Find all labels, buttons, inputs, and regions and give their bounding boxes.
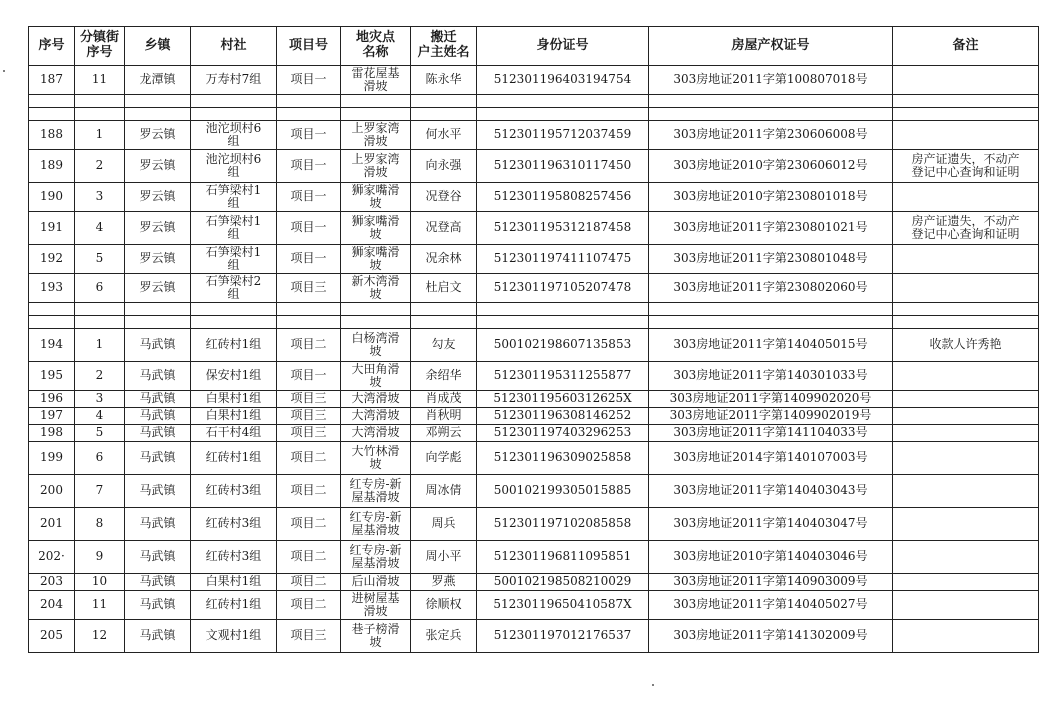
row-village: 红砖村3组 bbox=[191, 541, 277, 574]
row-sub-seq: 9 bbox=[75, 541, 125, 574]
row-householder: 余绍华 bbox=[411, 362, 477, 391]
row-project: 项目一 bbox=[277, 245, 341, 274]
row-site: 红专房-新 屋基滑坡 bbox=[341, 541, 411, 574]
row-village: 红砖村1组 bbox=[191, 591, 277, 620]
scan-speck bbox=[652, 684, 654, 686]
row-town: 马武镇 bbox=[125, 591, 191, 620]
row-site: 白杨湾滑 坡 bbox=[341, 329, 411, 362]
row-remarks: 收款人许秀艳 bbox=[893, 329, 1039, 362]
row-seq: 190 bbox=[29, 183, 75, 212]
row-property-cert: 303房地证2011字第140903009号 bbox=[649, 574, 893, 591]
row-seq: 197 bbox=[29, 408, 75, 425]
row-id-number: 512301195712037459 bbox=[477, 121, 649, 150]
document-sheet bbox=[28, 26, 1038, 653]
row-property-cert: 303房地证2011字第230606008号 bbox=[649, 121, 893, 150]
row-sub-seq: 8 bbox=[75, 508, 125, 541]
row-town: 罗云镇 bbox=[125, 274, 191, 303]
row-remarks bbox=[893, 121, 1039, 150]
blank-cell bbox=[411, 108, 477, 121]
blank-cell bbox=[649, 108, 893, 121]
row-village: 红砖村3组 bbox=[191, 508, 277, 541]
blank-cell bbox=[893, 303, 1039, 316]
blank-cell bbox=[893, 95, 1039, 108]
row-remarks bbox=[893, 408, 1039, 425]
row-sub-seq: 12 bbox=[75, 620, 125, 653]
blank-cell bbox=[75, 316, 125, 329]
row-site: 狮家嘴滑 坡 bbox=[341, 183, 411, 212]
row-property-cert: 303房地证2011字第230802060号 bbox=[649, 274, 893, 303]
row-property-cert: 303房地证2010字第230606012号 bbox=[649, 150, 893, 183]
col-header-remarks: 备注 bbox=[893, 27, 1039, 66]
row-id-number: 512301196310117450 bbox=[477, 150, 649, 183]
row-remarks bbox=[893, 574, 1039, 591]
row-village: 红砖村3组 bbox=[191, 475, 277, 508]
col-header-town: 乡镇 bbox=[125, 27, 191, 66]
row-town: 马武镇 bbox=[125, 574, 191, 591]
row-town: 马武镇 bbox=[125, 391, 191, 408]
row-householder: 向永强 bbox=[411, 150, 477, 183]
row-property-cert: 303房地证2011字第1409902020号 bbox=[649, 391, 893, 408]
blank-cell bbox=[341, 316, 411, 329]
row-project: 项目二 bbox=[277, 574, 341, 591]
header-row bbox=[29, 27, 1039, 66]
row-site: 上罗家湾 滑坡 bbox=[341, 121, 411, 150]
row-householder: 况余林 bbox=[411, 245, 477, 274]
row-sub-seq: 10 bbox=[75, 574, 125, 591]
row-project: 项目二 bbox=[277, 508, 341, 541]
row-project: 项目二 bbox=[277, 329, 341, 362]
blank-cell bbox=[649, 95, 893, 108]
blank-row bbox=[29, 316, 1039, 329]
row-town: 马武镇 bbox=[125, 475, 191, 508]
table-row bbox=[29, 620, 1039, 653]
row-householder: 向学彪 bbox=[411, 442, 477, 475]
row-village: 红砖村1组 bbox=[191, 329, 277, 362]
blank-cell bbox=[191, 95, 277, 108]
row-seq: 203 bbox=[29, 574, 75, 591]
row-remarks: 房产证遗失，不动产 登记中心查询和证明 bbox=[893, 212, 1039, 245]
row-town: 罗云镇 bbox=[125, 245, 191, 274]
row-village: 白果村1组 bbox=[191, 408, 277, 425]
blank-cell bbox=[411, 95, 477, 108]
blank-row bbox=[29, 108, 1039, 121]
row-project: 项目一 bbox=[277, 212, 341, 245]
row-householder: 况登高 bbox=[411, 212, 477, 245]
table-row bbox=[29, 408, 1039, 425]
table-row bbox=[29, 245, 1039, 274]
row-remarks bbox=[893, 541, 1039, 574]
row-householder: 况登谷 bbox=[411, 183, 477, 212]
row-site: 上罗家湾 滑坡 bbox=[341, 150, 411, 183]
table-row bbox=[29, 425, 1039, 442]
row-property-cert: 303房地证2011字第1409902019号 bbox=[649, 408, 893, 425]
blank-cell bbox=[649, 316, 893, 329]
col-header-householder bbox=[411, 27, 477, 66]
table-row bbox=[29, 442, 1039, 475]
row-property-cert: 303房地证2011字第140405027号 bbox=[649, 591, 893, 620]
row-seq: 193 bbox=[29, 274, 75, 303]
row-property-cert: 303房地证2011字第100807018号 bbox=[649, 66, 893, 95]
row-site: 大湾滑坡 bbox=[341, 408, 411, 425]
row-seq: 195 bbox=[29, 362, 75, 391]
table-row bbox=[29, 591, 1039, 620]
row-project: 项目三 bbox=[277, 274, 341, 303]
blank-cell bbox=[649, 303, 893, 316]
row-householder: 肖秋明 bbox=[411, 408, 477, 425]
row-sub-seq: 5 bbox=[75, 245, 125, 274]
blank-cell bbox=[75, 303, 125, 316]
row-village: 石笋梁村1 组 bbox=[191, 245, 277, 274]
blank-cell bbox=[277, 303, 341, 316]
row-id-number: 512301195808257456 bbox=[477, 183, 649, 212]
blank-cell bbox=[477, 303, 649, 316]
row-sub-seq: 3 bbox=[75, 183, 125, 212]
blank-cell bbox=[477, 316, 649, 329]
col-header-sub-seq-label: 分镇街 序号 bbox=[79, 30, 119, 60]
table-row bbox=[29, 66, 1039, 95]
row-property-cert: 303房地证2011字第140403047号 bbox=[649, 508, 893, 541]
row-town: 马武镇 bbox=[125, 620, 191, 653]
row-sub-seq: 6 bbox=[75, 274, 125, 303]
table-row bbox=[29, 274, 1039, 303]
table-row bbox=[29, 574, 1039, 591]
row-town: 罗云镇 bbox=[125, 150, 191, 183]
blank-cell bbox=[125, 303, 191, 316]
blank-cell bbox=[191, 316, 277, 329]
row-site: 巷子榜滑 坡 bbox=[341, 620, 411, 653]
row-householder: 周兵 bbox=[411, 508, 477, 541]
table-row bbox=[29, 541, 1039, 574]
row-householder: 邓朔云 bbox=[411, 425, 477, 442]
row-remarks bbox=[893, 475, 1039, 508]
blank-cell bbox=[191, 303, 277, 316]
row-remarks bbox=[893, 508, 1039, 541]
row-id-number: 500102198607135853 bbox=[477, 329, 649, 362]
blank-cell bbox=[125, 95, 191, 108]
row-householder: 周小平 bbox=[411, 541, 477, 574]
row-sub-seq: 1 bbox=[75, 121, 125, 150]
table-row bbox=[29, 183, 1039, 212]
row-project: 项目一 bbox=[277, 121, 341, 150]
row-property-cert: 303房地证2011字第230801048号 bbox=[649, 245, 893, 274]
row-id-number: 500102198508210029 bbox=[477, 574, 649, 591]
scan-speck bbox=[3, 70, 5, 72]
row-seq: 187 bbox=[29, 66, 75, 95]
row-site: 大湾滑坡 bbox=[341, 425, 411, 442]
row-sub-seq: 7 bbox=[75, 475, 125, 508]
table-row bbox=[29, 329, 1039, 362]
table-row bbox=[29, 212, 1039, 245]
row-sub-seq: 11 bbox=[75, 591, 125, 620]
row-seq: 198 bbox=[29, 425, 75, 442]
row-project: 项目二 bbox=[277, 591, 341, 620]
row-town: 马武镇 bbox=[125, 329, 191, 362]
row-householder: 徐顺权 bbox=[411, 591, 477, 620]
blank-cell bbox=[341, 303, 411, 316]
col-header-site bbox=[341, 27, 411, 66]
blank-cell bbox=[125, 316, 191, 329]
table-row bbox=[29, 508, 1039, 541]
row-seq: 199 bbox=[29, 442, 75, 475]
blank-cell bbox=[29, 108, 75, 121]
blank-cell bbox=[125, 108, 191, 121]
row-property-cert: 303房地证2011字第141104033号 bbox=[649, 425, 893, 442]
row-site: 新木湾滑 坡 bbox=[341, 274, 411, 303]
blank-cell bbox=[191, 108, 277, 121]
row-project: 项目二 bbox=[277, 541, 341, 574]
row-town: 龙潭镇 bbox=[125, 66, 191, 95]
blank-cell bbox=[29, 316, 75, 329]
row-village: 池沱坝村6 组 bbox=[191, 150, 277, 183]
blank-cell bbox=[277, 108, 341, 121]
row-id-number: 512301196403194754 bbox=[477, 66, 649, 95]
blank-cell bbox=[893, 108, 1039, 121]
row-id-number: 51230119650410587X bbox=[477, 591, 649, 620]
row-sub-seq: 2 bbox=[75, 362, 125, 391]
row-sub-seq: 1 bbox=[75, 329, 125, 362]
row-property-cert: 303房地证2014字第140107003号 bbox=[649, 442, 893, 475]
row-property-cert: 303房地证2011字第140301033号 bbox=[649, 362, 893, 391]
row-id-number: 512301197105207478 bbox=[477, 274, 649, 303]
table-row bbox=[29, 150, 1039, 183]
blank-cell bbox=[277, 95, 341, 108]
row-project: 项目一 bbox=[277, 183, 341, 212]
row-site: 狮家嘴滑 坡 bbox=[341, 212, 411, 245]
row-property-cert: 303房地证2010字第140403046号 bbox=[649, 541, 893, 574]
row-householder: 陈永华 bbox=[411, 66, 477, 95]
row-remarks bbox=[893, 245, 1039, 274]
row-village: 白果村1组 bbox=[191, 391, 277, 408]
row-village: 红砖村1组 bbox=[191, 442, 277, 475]
row-id-number: 512301197012176537 bbox=[477, 620, 649, 653]
row-village: 石笋梁村1 组 bbox=[191, 183, 277, 212]
row-property-cert: 303房地证2011字第141302009号 bbox=[649, 620, 893, 653]
row-town: 马武镇 bbox=[125, 541, 191, 574]
row-project: 项目三 bbox=[277, 425, 341, 442]
blank-cell bbox=[75, 95, 125, 108]
row-sub-seq: 3 bbox=[75, 391, 125, 408]
row-householder: 罗燕 bbox=[411, 574, 477, 591]
col-header-village: 村社 bbox=[191, 27, 277, 66]
row-town: 马武镇 bbox=[125, 442, 191, 475]
blank-row bbox=[29, 303, 1039, 316]
row-seq: 189 bbox=[29, 150, 75, 183]
table-row bbox=[29, 362, 1039, 391]
row-seq: 191 bbox=[29, 212, 75, 245]
blank-cell bbox=[477, 108, 649, 121]
row-seq: 202· bbox=[29, 541, 75, 574]
row-village: 石笋梁村2 组 bbox=[191, 274, 277, 303]
row-site: 狮家嘴滑 坡 bbox=[341, 245, 411, 274]
blank-cell bbox=[75, 108, 125, 121]
row-id-number: 51230119560312625X bbox=[477, 391, 649, 408]
blank-cell bbox=[29, 95, 75, 108]
row-id-number: 512301197403296253 bbox=[477, 425, 649, 442]
row-village: 白果村1组 bbox=[191, 574, 277, 591]
row-property-cert: 303房地证2010字第230801018号 bbox=[649, 183, 893, 212]
row-id-number: 500102199305015885 bbox=[477, 475, 649, 508]
row-site: 大田角滑 坡 bbox=[341, 362, 411, 391]
row-id-number: 512301197102085858 bbox=[477, 508, 649, 541]
row-householder: 勾友 bbox=[411, 329, 477, 362]
row-site: 进树屋基 滑坡 bbox=[341, 591, 411, 620]
col-header-project: 项目号 bbox=[277, 27, 341, 66]
row-project: 项目一 bbox=[277, 362, 341, 391]
row-householder: 何水平 bbox=[411, 121, 477, 150]
blank-cell bbox=[411, 303, 477, 316]
row-seq: 188 bbox=[29, 121, 75, 150]
blank-cell bbox=[29, 303, 75, 316]
row-town: 罗云镇 bbox=[125, 212, 191, 245]
row-site: 大湾滑坡 bbox=[341, 391, 411, 408]
row-seq: 196 bbox=[29, 391, 75, 408]
row-id-number: 512301197411107475 bbox=[477, 245, 649, 274]
relocation-register-table bbox=[28, 26, 1039, 653]
row-site: 雷花屋基 滑坡 bbox=[341, 66, 411, 95]
table-body bbox=[29, 66, 1039, 653]
row-id-number: 512301196811095851 bbox=[477, 541, 649, 574]
col-header-id-number: 身份证号 bbox=[477, 27, 649, 66]
row-town: 马武镇 bbox=[125, 425, 191, 442]
blank-cell bbox=[341, 108, 411, 121]
row-village: 石笋梁村1 组 bbox=[191, 212, 277, 245]
row-householder: 周冰倩 bbox=[411, 475, 477, 508]
row-remarks bbox=[893, 66, 1039, 95]
table-row bbox=[29, 475, 1039, 508]
row-property-cert: 303房地证2011字第140405015号 bbox=[649, 329, 893, 362]
row-id-number: 512301195311255877 bbox=[477, 362, 649, 391]
row-project: 项目一 bbox=[277, 150, 341, 183]
row-project: 项目二 bbox=[277, 442, 341, 475]
blank-cell bbox=[893, 316, 1039, 329]
row-householder: 肖成茂 bbox=[411, 391, 477, 408]
row-id-number: 512301196308146252 bbox=[477, 408, 649, 425]
table-row bbox=[29, 391, 1039, 408]
blank-cell bbox=[341, 95, 411, 108]
row-site: 红专房-新 屋基滑坡 bbox=[341, 508, 411, 541]
row-village: 万寿村7组 bbox=[191, 66, 277, 95]
row-site: 后山滑坡 bbox=[341, 574, 411, 591]
row-remarks bbox=[893, 442, 1039, 475]
row-householder: 杜启文 bbox=[411, 274, 477, 303]
row-town: 马武镇 bbox=[125, 362, 191, 391]
row-site: 红专房-新 屋基滑坡 bbox=[341, 475, 411, 508]
row-sub-seq: 6 bbox=[75, 442, 125, 475]
row-site: 大竹林滑 坡 bbox=[341, 442, 411, 475]
row-property-cert: 303房地证2011字第140403043号 bbox=[649, 475, 893, 508]
row-village: 保安村1组 bbox=[191, 362, 277, 391]
col-header-sub-seq bbox=[75, 27, 125, 66]
row-remarks bbox=[893, 183, 1039, 212]
row-sub-seq: 4 bbox=[75, 212, 125, 245]
col-header-householder-label: 搬迁 户主姓名 bbox=[417, 30, 470, 60]
row-remarks: 房产证遗失，不动产 登记中心查询和证明 bbox=[893, 150, 1039, 183]
row-seq: 201 bbox=[29, 508, 75, 541]
row-project: 项目三 bbox=[277, 391, 341, 408]
row-sub-seq: 4 bbox=[75, 408, 125, 425]
table-row bbox=[29, 121, 1039, 150]
blank-cell bbox=[411, 316, 477, 329]
blank-cell bbox=[277, 316, 341, 329]
row-householder: 张定兵 bbox=[411, 620, 477, 653]
row-remarks bbox=[893, 425, 1039, 442]
row-town: 马武镇 bbox=[125, 408, 191, 425]
row-sub-seq: 11 bbox=[75, 66, 125, 95]
row-seq: 194 bbox=[29, 329, 75, 362]
row-town: 马武镇 bbox=[125, 508, 191, 541]
col-header-seq: 序号 bbox=[29, 27, 75, 66]
blank-cell bbox=[477, 95, 649, 108]
row-town: 罗云镇 bbox=[125, 183, 191, 212]
row-seq: 204 bbox=[29, 591, 75, 620]
row-remarks bbox=[893, 591, 1039, 620]
row-id-number: 512301195312187458 bbox=[477, 212, 649, 245]
row-village: 文观村1组 bbox=[191, 620, 277, 653]
col-header-property-cert: 房屋产权证号 bbox=[649, 27, 893, 66]
row-remarks bbox=[893, 620, 1039, 653]
row-id-number: 512301196309025858 bbox=[477, 442, 649, 475]
row-remarks bbox=[893, 391, 1039, 408]
row-project: 项目二 bbox=[277, 475, 341, 508]
row-sub-seq: 2 bbox=[75, 150, 125, 183]
row-project: 项目三 bbox=[277, 408, 341, 425]
row-project: 项目三 bbox=[277, 620, 341, 653]
row-town: 罗云镇 bbox=[125, 121, 191, 150]
row-project: 项目一 bbox=[277, 66, 341, 95]
row-village: 池沱坝村6 组 bbox=[191, 121, 277, 150]
col-header-site-label: 地灾点 名称 bbox=[355, 30, 395, 60]
row-remarks bbox=[893, 274, 1039, 303]
row-sub-seq: 5 bbox=[75, 425, 125, 442]
row-property-cert: 303房地证2011字第230801021号 bbox=[649, 212, 893, 245]
row-seq: 205 bbox=[29, 620, 75, 653]
row-seq: 200 bbox=[29, 475, 75, 508]
blank-row bbox=[29, 95, 1039, 108]
row-remarks bbox=[893, 362, 1039, 391]
row-seq: 192 bbox=[29, 245, 75, 274]
row-village: 石干村4组 bbox=[191, 425, 277, 442]
